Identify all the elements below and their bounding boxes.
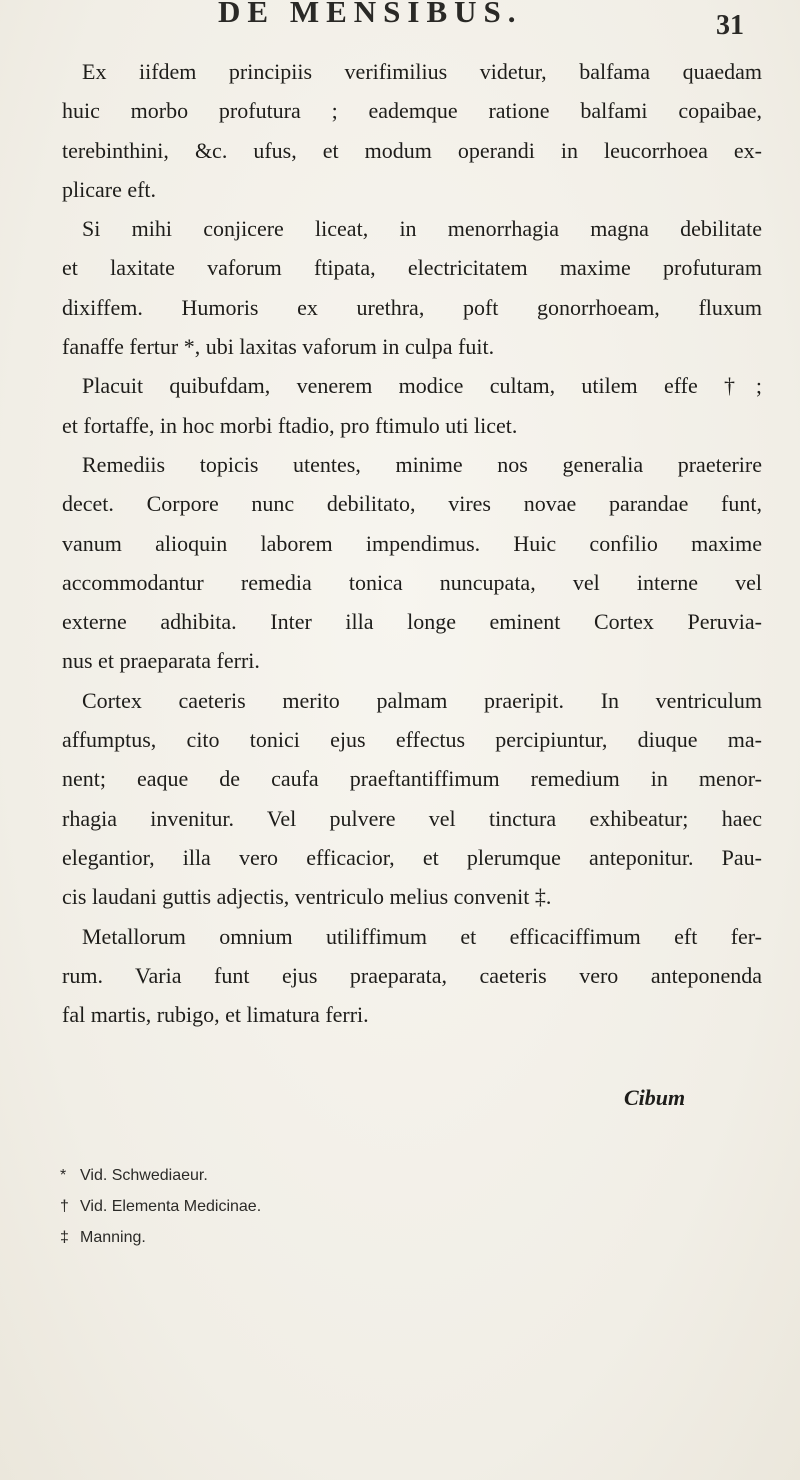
paragraph-electricitas [62,209,762,366]
footnote-mark: ‡ [60,1229,69,1246]
text-line: Remediis topicis utentes, minime nos generalia praeterire [82,451,762,477]
footnote [60,1191,261,1222]
paragraph-cortex [62,681,762,917]
footnote-text: Vid. Elementa Medicinae. [80,1198,262,1215]
text-line: Metallorum omnium utiliffimum et efficaciffimum eft fer- [82,923,762,949]
paragraph-remedia-topica [62,445,762,681]
text-line: fal martis, rubigo, et limatura ferri. [62,1002,369,1028]
paragraph-balfama [62,52,762,209]
text-line: Si mihi conjicere liceat, in menorrhagia magna debilitate [82,216,762,242]
paragraph-ferrum [62,917,762,1035]
footnote-mark: † [60,1198,69,1215]
footnote [60,1222,261,1253]
text-line: et fortaffe, in hoc morbi ftadio, pro ftimulo uti licet. [62,412,518,438]
text-line: plicare eft. [62,176,157,202]
text-line: rum. Varia funt ejus praeparata, caeteris vero anteponenda [62,962,762,988]
text-line: Placuit quibufdam, venerem modice cultam, utilem effe †; [82,373,762,399]
text-line: nent; eaque de caufa praeftantiffimum remedium in menor- [62,766,762,792]
text-line: vanum alioquin laborem impendimus. Huic confilio maxime [62,530,762,556]
text-line: dixiffem. Humoris ex urethra, poft gonorrhoeam, fluxum [62,294,762,320]
text-line: Cortex caeteris merito palmam praeripit. In ventriculum [82,687,762,713]
body-text [62,52,762,1034]
text-line: cis laudani guttis adjectis, ventriculo melius convenit ‡. [62,884,552,910]
footnote-text: Vid. Schwediaeur. [80,1167,208,1184]
text-line: affumptus, cito tonici ejus effectus percipiuntur, diuque ma- [62,727,762,753]
running-title: DE MENSIBUS. [218,0,523,29]
text-line: Ex iifdem principiis verifimilius videtur, balfama quaedam [82,59,762,84]
text-line: externe adhibita. Inter illa longe eminent Cortex Peruvia- [62,609,762,635]
footnote [60,1160,261,1191]
footnotes [60,1160,261,1253]
text-line: et laxitate vaforum ftipata, electricitatem maxime profuturam [62,255,762,281]
text-line: nus et praeparata ferri. [62,648,260,674]
text-line: decet. Corpore nunc debilitato, vires novae parandae funt, [62,491,762,517]
footnote-text: Manning. [80,1229,146,1246]
footnote-mark: * [60,1167,67,1184]
text-line: elegantior, illa vero efficacior, et plerumque anteponitur. Pau- [62,844,762,870]
text-line: rhagia invenitur. Vel pulvere vel tinctura exhibeatur; haec [62,805,762,831]
paragraph-venus [62,366,762,445]
text-line: huic morbo profutura ; eademque ratione balfami copaibae, [62,98,762,124]
catchword: Cibum [624,1085,686,1110]
page-number: 31 [716,10,744,41]
text-line: fanaffe fertur *, ubi laxitas vaforum in culpa fuit. [62,334,495,360]
text-line: accommodantur remedia tonica nuncupata, vel interne vel [62,569,762,595]
text-line: terebinthini, &c. ufus, et modum operandi in leucorrhoea ex- [62,137,762,163]
